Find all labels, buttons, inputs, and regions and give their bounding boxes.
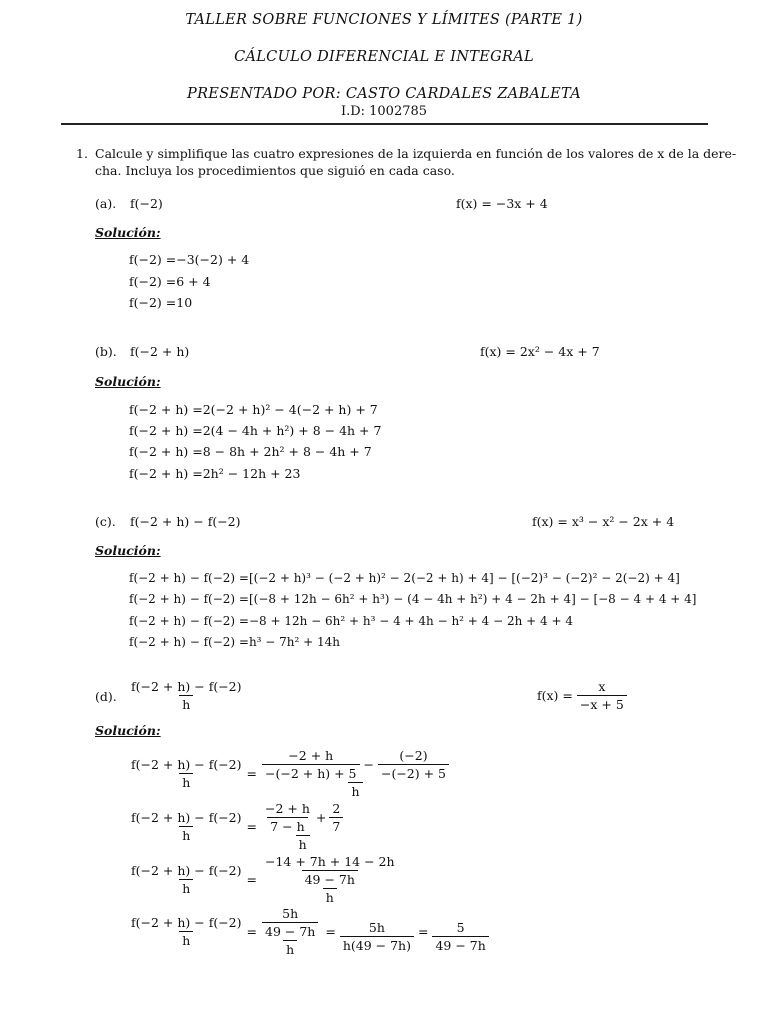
part-d-func-lhs: f(x) =	[537, 688, 573, 703]
part-d-step-3-equals: =	[246, 872, 257, 887]
part-d-step-4-a-den: 49 − 7h	[262, 922, 318, 939]
part-d-step-1-equals: =	[246, 766, 257, 781]
part-d-label: (d).	[95, 689, 117, 704]
part-d-step-4-equals-1: =	[246, 924, 257, 939]
part-d-step-4	[128, 906, 489, 957]
part-d-step-3-den: h	[323, 888, 337, 905]
problem-text-line-1: Calcule y simplifique las cuatro expresiones de la izquierda en función de los valores de x de la dere-	[95, 146, 737, 161]
part-d-step-2	[128, 801, 346, 852]
part-c-step-2: f(−2 + h) − f(−2) =[(−8 + 12h − 6h² + h³) − (4 − 4h + h²) + 4 − 2h + 4] − [−8 − 4 + 4 + 4]	[129, 592, 697, 606]
part-b-function: f(x) = 2x² − 4x + 7	[480, 344, 600, 359]
part-c-function: f(x) = x³ − x² − 2x + 4	[532, 514, 675, 529]
part-a-function: f(x) = −3x + 4	[456, 196, 548, 211]
part-d-step-4-equals-2: =	[325, 924, 336, 939]
part-d-expr-numerator: f(−2 + h) − f(−2)	[131, 679, 242, 694]
part-a-label: (a).	[95, 196, 117, 211]
part-d-step-4-b-num: 5h	[368, 920, 385, 935]
part-d-expr-denominator: h	[179, 695, 193, 712]
part-d-step-2-a-num: −2 + h	[265, 801, 310, 816]
part-d-step-4-lhs-num: f(−2 + h) − f(−2)	[131, 915, 242, 930]
part-d-step-4-lhs-den: h	[179, 931, 193, 948]
part-b-step-1: f(−2 + h) =2(−2 + h)² − 4(−2 + h) + 7	[129, 402, 378, 417]
part-d-step-2-a-den: 7 − h	[267, 817, 307, 834]
part-d-step-4-equals-3: =	[417, 924, 429, 939]
part-d-step-1-a-num: −2 + h	[288, 748, 334, 763]
part-d-step-3-mid: 49 − 7h	[302, 870, 358, 887]
part-d-step-1-a-den: −(−2 + h) + 5	[262, 764, 360, 781]
course-title: CÁLCULO DIFERENCIAL E INTEGRAL	[234, 49, 534, 65]
part-d-step-4-a-bottom: h	[283, 940, 297, 957]
part-d-step-1-b-den: −(−2) + 5	[378, 764, 449, 781]
part-b-solution-label: Solución:	[95, 374, 161, 389]
part-d-step-3-num: −14 + 7h + 14 − 2h	[265, 854, 395, 869]
author-line: PRESENTADO POR: CASTO CARDALES ZABALETA	[187, 86, 581, 102]
part-b-expression: f(−2 + h)	[130, 344, 190, 359]
problem-number: 1.	[76, 146, 88, 161]
part-b-step-2: f(−2 + h) =2(4 − 4h + h²) + 8 − 4h + 7	[129, 423, 382, 438]
part-d-step-2-b-den: 7	[329, 817, 343, 834]
part-b-step-3: f(−2 + h) =8 − 8h + 2h² + 8 − 4h + 7	[129, 444, 372, 459]
part-d-step-2-lhs-den: h	[179, 826, 193, 843]
part-c-step-1: f(−2 + h) − f(−2) =[(−2 + h)³ − (−2 + h)² − 2(−2 + h) + 4] − [(−2)³ − (−2)² − 2(−2) + 4]	[129, 571, 680, 585]
part-d-step-2-equals: =	[246, 819, 257, 834]
part-d-step-2-lhs-num: f(−2 + h) − f(−2)	[131, 810, 242, 825]
part-d-step-2-b-num: 2	[332, 801, 341, 816]
part-d-step-4-b-den: h(49 − 7h)	[340, 936, 414, 953]
part-c-solution-label: Solución:	[95, 543, 161, 558]
part-b-step-4: f(−2 + h) =2h² − 12h + 23	[129, 466, 301, 481]
part-c-label: (c).	[95, 514, 116, 529]
part-d-step-1	[128, 748, 452, 799]
header-rule	[61, 123, 708, 125]
part-a-step-3: f(−2) =10	[129, 295, 193, 310]
part-d-step-3-lhs-num: f(−2 + h) − f(−2)	[131, 863, 242, 878]
part-d-step-4-c-den: 49 − 7h	[432, 936, 488, 953]
part-d-step-3-lhs-den: h	[179, 879, 193, 896]
part-c-step-4: f(−2 + h) − f(−2) =h³ − 7h² + 14h	[129, 635, 341, 649]
problem-text-line-2: cha. Incluya los procedimientos que siguió en cada caso.	[95, 163, 455, 178]
part-a-step-1: f(−2) =−3(−2) + 4	[129, 252, 250, 267]
part-a-solution-label: Solución:	[95, 225, 161, 240]
part-b-label: (b).	[95, 344, 117, 359]
part-c-expression: f(−2 + h) − f(−2)	[130, 514, 241, 529]
part-d-step-4-c-num: 5	[456, 920, 465, 935]
part-d-step-2-plus: +	[315, 810, 327, 825]
part-d-step-1-lhs-num: f(−2 + h) − f(−2)	[131, 757, 242, 772]
part-a-step-2: f(−2) =6 + 4	[129, 274, 211, 289]
part-d-function	[537, 679, 627, 712]
part-d-step-1-lhs-den: h	[179, 773, 193, 790]
part-d-solution-label: Solución:	[95, 723, 161, 738]
part-d-expression	[128, 679, 245, 712]
part-a-expression: f(−2)	[130, 196, 163, 211]
document-title: TALLER SOBRE FUNCIONES Y LÍMITES (PARTE 1)	[185, 12, 583, 28]
part-c-step-3: f(−2 + h) − f(−2) =−8 + 12h − 6h² + h³ − 4 + 4h − h² + 4 − 2h + 4 + 4	[129, 614, 573, 628]
student-id: I.D: 1002785	[340, 104, 428, 119]
part-d-step-2-den: h	[296, 835, 310, 852]
part-d-step-3	[128, 854, 401, 905]
part-d-func-numerator: x	[598, 679, 606, 694]
part-d-step-1-b-num: (−2)	[399, 748, 428, 763]
part-d-step-1-minus: −	[363, 757, 374, 772]
part-d-func-denominator: −x + 5	[577, 695, 627, 712]
part-d-step-1-den: h	[348, 782, 362, 799]
part-d-step-4-a-num: 5h	[282, 906, 299, 921]
